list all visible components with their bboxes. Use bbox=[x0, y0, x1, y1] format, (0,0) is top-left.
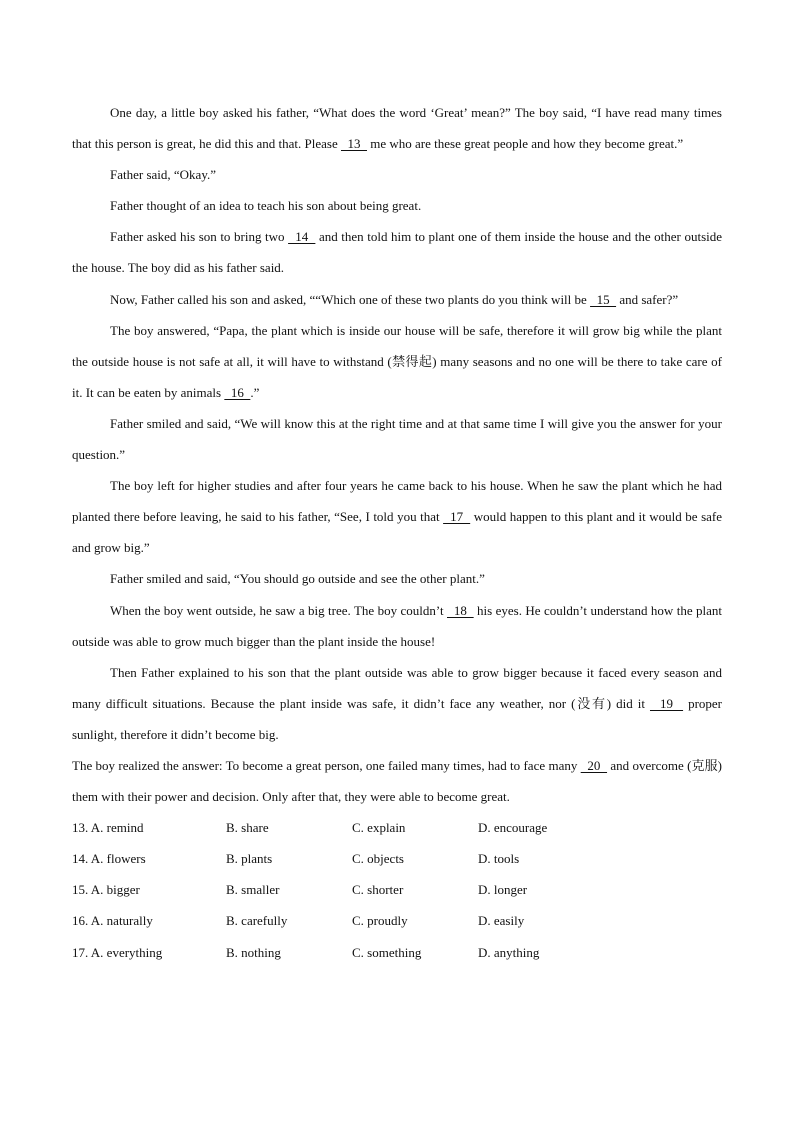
paragraph-5 bbox=[72, 284, 722, 315]
text: The boy answered, “Papa, the plant which is inside our house will be safe, therefore it will grow big while the plant the outside house is not safe at all, it will have to withstand (禁得起) many seasons and no one will be there to take care of it. It can be eaten by animals bbox=[72, 322, 722, 400]
paragraph-1 bbox=[72, 97, 722, 159]
option-b: B. nothing bbox=[226, 944, 281, 960]
option-d: D. anything bbox=[478, 944, 540, 960]
option-a: 17. A. everything bbox=[72, 944, 163, 960]
question-15 bbox=[72, 874, 722, 905]
option-d: D. tools bbox=[478, 851, 520, 867]
text: The boy left for higher studies and after four years he came back to his house. When he saw the plant which he had planted there before leaving, he said to his father, “See, I told you that bbox=[72, 478, 722, 525]
paragraph-2: Father said, “Okay.” bbox=[110, 167, 217, 183]
text: One day, a little boy asked his father, “What does the word ‘Great’ mean?” The boy said, “I have read many times that this person is great, he did this and that. Please bbox=[72, 105, 722, 152]
paragraph-4 bbox=[72, 221, 722, 283]
blank-18: 18 bbox=[447, 602, 474, 618]
cloze-passage bbox=[72, 97, 722, 968]
option-c: C. proudly bbox=[352, 913, 408, 929]
option-a: 15. A. bigger bbox=[72, 882, 140, 898]
text: and then told him to plant one of them inside the house and the other outside the house. The boy did as his father said. bbox=[72, 229, 723, 276]
blank-16: 16 bbox=[224, 384, 251, 400]
text: Father asked his son to bring two bbox=[110, 229, 289, 245]
text: would happen to this plant and it would be safe and grow big.” bbox=[72, 509, 723, 556]
text: When the boy went outside, he saw a big tree. The boy couldn’t bbox=[110, 602, 447, 618]
option-b: B. carefully bbox=[226, 913, 288, 929]
text: Then Father explained to his son that the plant outside was able to grow bigger because it faced every season and many difficult situations. Because the plant inside was safe, it didn’t face any weather, nor (没有) did it bbox=[72, 664, 722, 711]
option-c: C. something bbox=[352, 944, 422, 960]
paragraph-10 bbox=[72, 595, 722, 657]
blank-19: 19 bbox=[649, 695, 684, 711]
question-16 bbox=[72, 905, 722, 936]
paragraph-9: Father smiled and said, “You should go outside and see the other plant.” bbox=[110, 571, 485, 587]
blank-14: 14 bbox=[288, 229, 316, 245]
question-17 bbox=[72, 937, 722, 968]
option-c: C. shorter bbox=[352, 882, 404, 898]
text: his eyes. He couldn’t understand how the plant outside was able to grow much bigger than the plant inside the house! bbox=[72, 602, 722, 649]
option-c: C. objects bbox=[352, 851, 404, 867]
text: and overcome (克服) them with their power and decision. Only after that, they were able to become great. bbox=[72, 757, 723, 805]
paragraph-11 bbox=[72, 657, 722, 750]
paragraph-6 bbox=[72, 315, 722, 408]
blank-17: 17 bbox=[443, 509, 471, 525]
option-d: D. longer bbox=[478, 882, 528, 898]
paragraph-12 bbox=[72, 750, 722, 812]
option-a: 14. A. flowers bbox=[72, 851, 146, 867]
option-a: 13. A. remind bbox=[72, 820, 144, 836]
paragraph-7: Father smiled and said, “We will know this at the right time and at that same time I will give you the answer for your question.” bbox=[72, 415, 722, 463]
text: The boy realized the answer: To become a great person, one failed many times, had to face many bbox=[72, 757, 581, 773]
text: Now, Father called his son and asked, ““Which one of these two plants do you think will be bbox=[110, 291, 591, 307]
blank-15: 15 bbox=[590, 291, 617, 307]
blank-20: 20 bbox=[580, 757, 608, 773]
text: and safer?” bbox=[616, 291, 679, 307]
option-b: B. plants bbox=[226, 851, 273, 867]
blank-13: 13 bbox=[340, 136, 367, 152]
option-b: B. smaller bbox=[226, 882, 280, 898]
option-a: 16. A. naturally bbox=[72, 913, 153, 929]
text: .” bbox=[250, 384, 260, 400]
option-d: D. easily bbox=[478, 913, 525, 929]
text: me who are these great people and how they become great.” bbox=[366, 136, 684, 152]
question-13 bbox=[72, 812, 722, 843]
text: proper sunlight, therefore it didn’t become big. bbox=[72, 695, 723, 742]
question-14 bbox=[72, 843, 722, 874]
paragraph-8 bbox=[72, 470, 722, 563]
option-c: C. explain bbox=[352, 820, 406, 836]
option-d: D. encourage bbox=[478, 820, 548, 836]
answer-options bbox=[72, 812, 722, 967]
option-b: B. share bbox=[226, 820, 269, 836]
paragraph-3: Father thought of an idea to teach his son about being great. bbox=[110, 198, 422, 214]
